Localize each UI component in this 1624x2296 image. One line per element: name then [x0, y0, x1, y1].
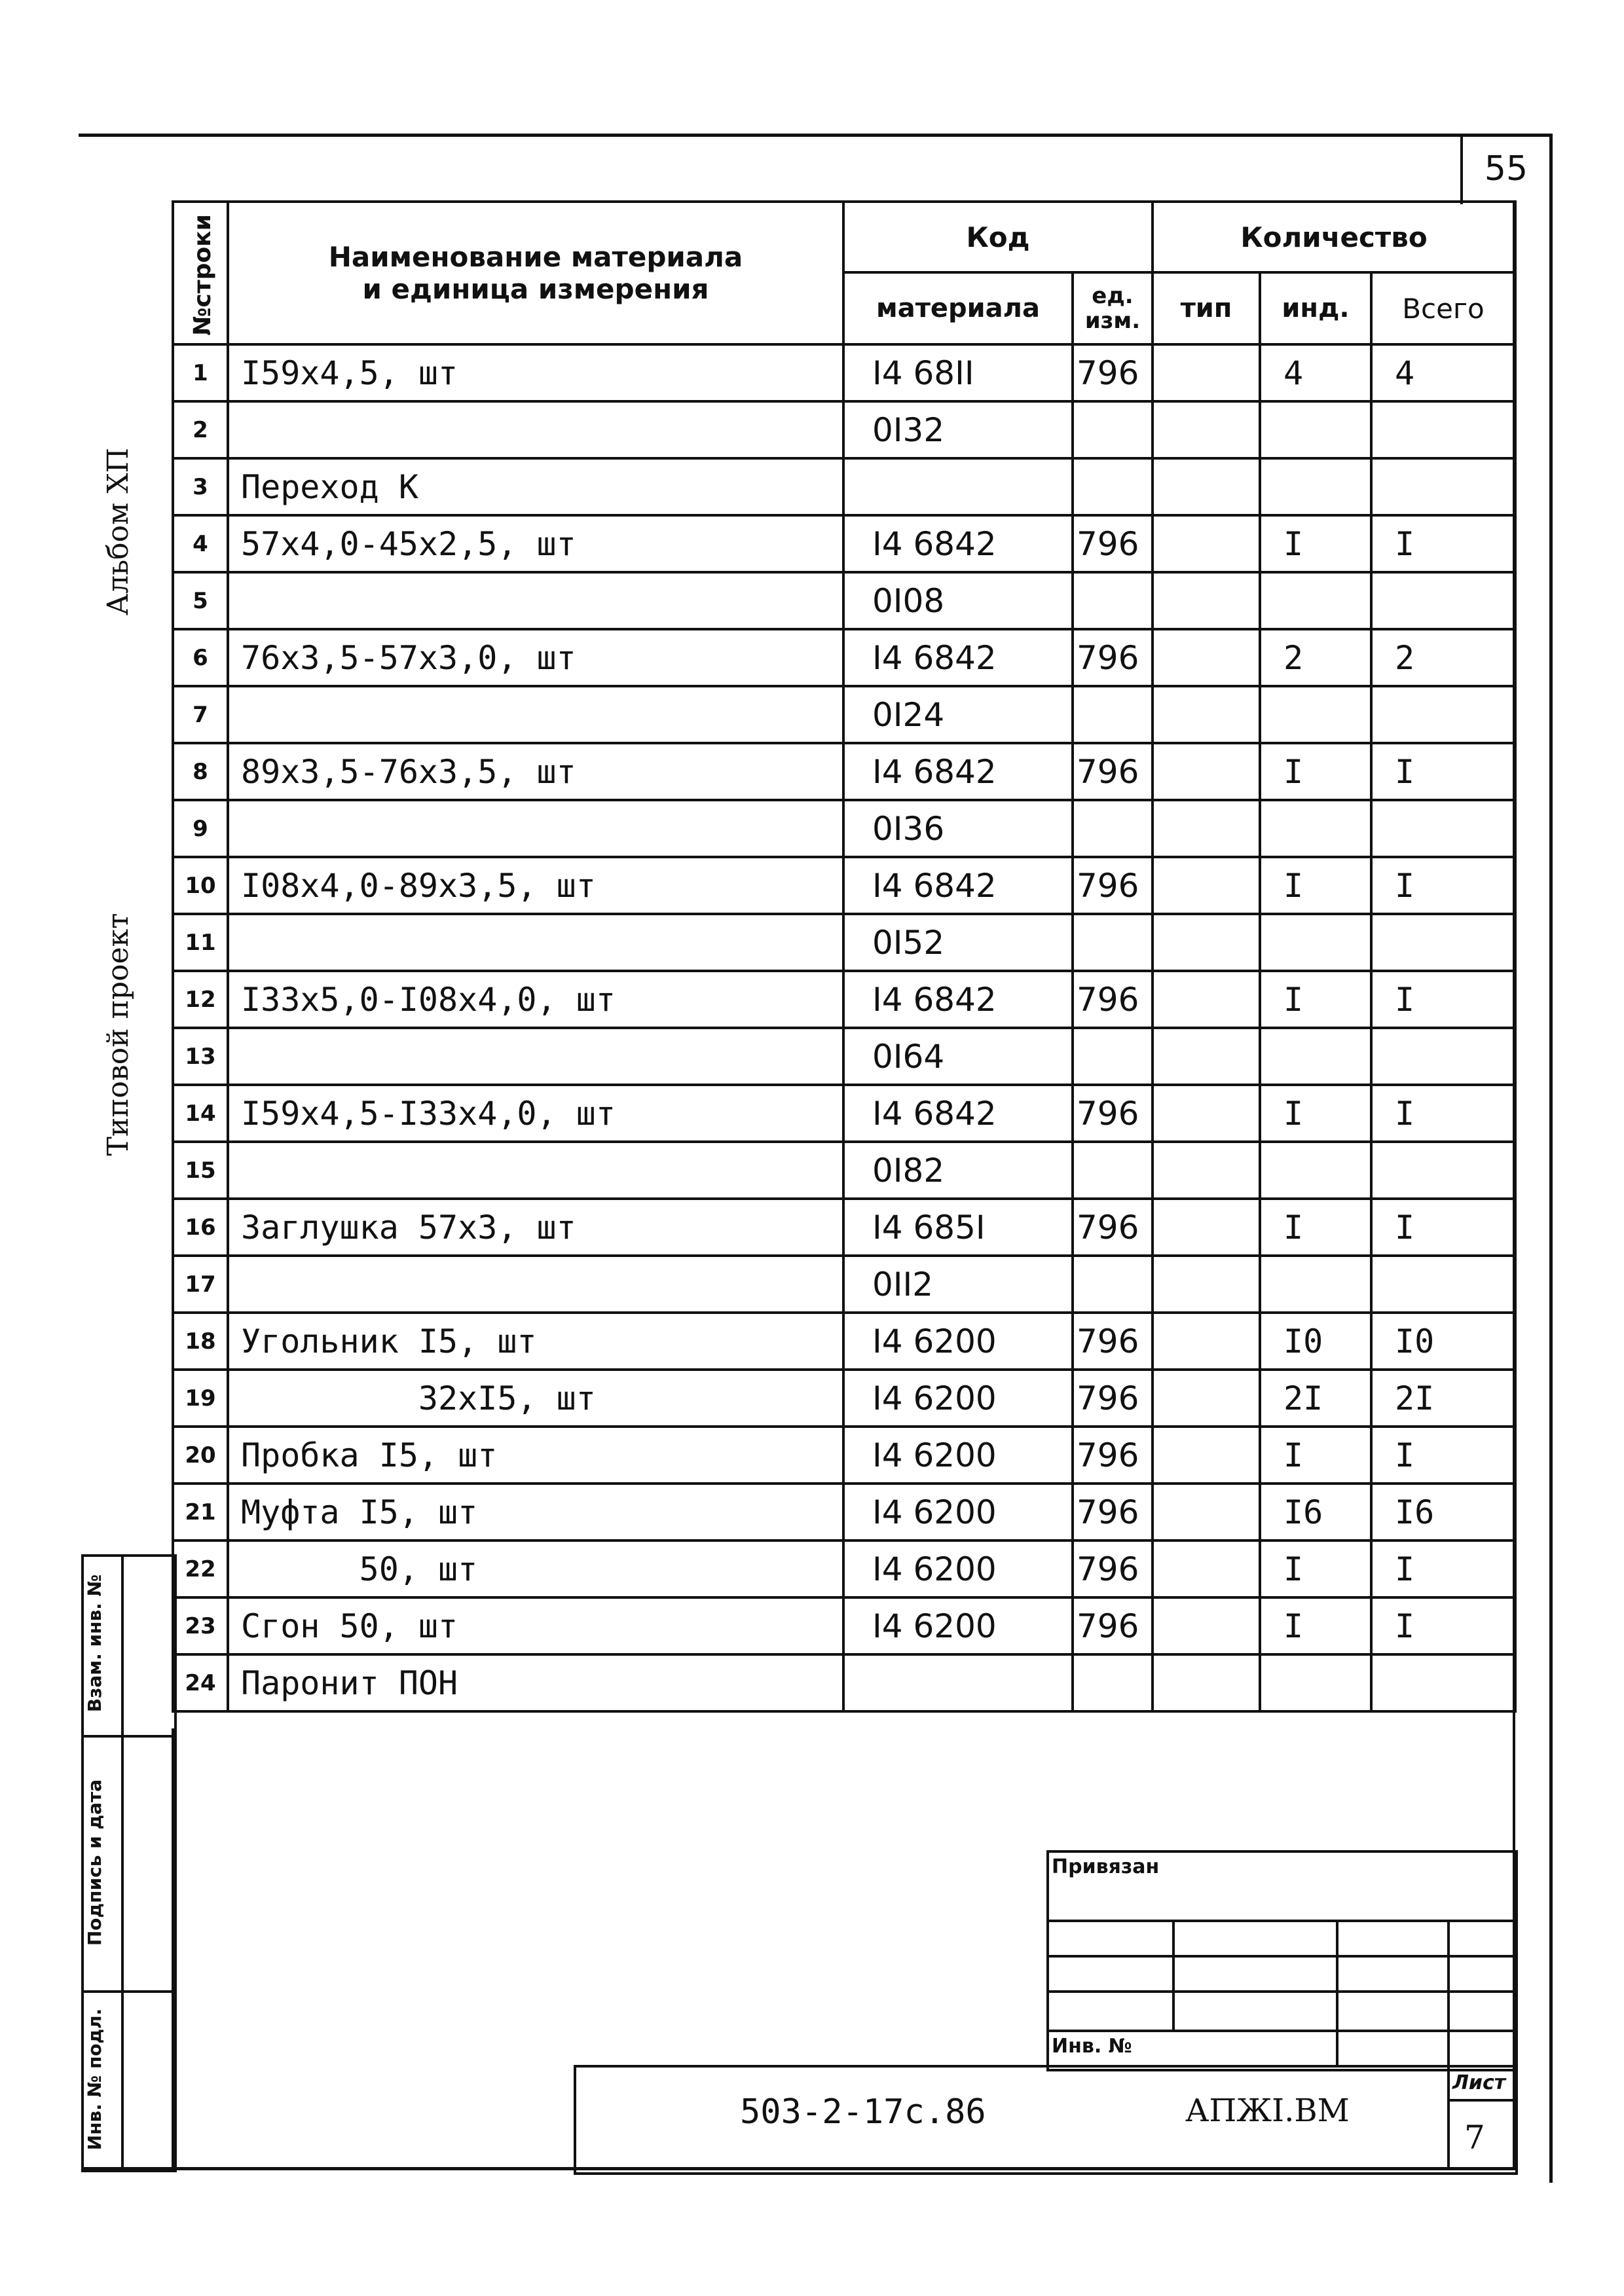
material-name-cell: [228, 1256, 843, 1313]
qty-type-cell: [1153, 1654, 1260, 1711]
unit-code-cell: [1073, 1256, 1153, 1313]
material-name-cell: I08x4,0-89x3,5, шт: [228, 857, 843, 914]
qty-ind-cell: I: [1260, 743, 1371, 800]
name-header: [228, 202, 843, 344]
qty-total-cell: 4: [1371, 344, 1515, 401]
album-label: Альбом ХП: [101, 447, 135, 616]
unit-code-cell: [1073, 1142, 1153, 1199]
code-material-header: материала: [843, 272, 1073, 344]
designation: 503-2-17с.86: [740, 2092, 986, 2132]
right-frame: [1549, 134, 1553, 2183]
unit-code-cell: 796: [1073, 743, 1153, 800]
quantity-header: Количество: [1153, 202, 1515, 272]
row-number-cell: 20: [173, 1427, 228, 1484]
material-code-cell: 0I32: [843, 401, 1073, 458]
row-number-cell: 1: [173, 344, 228, 401]
qty-type-cell: [1153, 629, 1260, 686]
qty-ind-cell: I: [1260, 1540, 1371, 1597]
qty-ind-cell: [1260, 572, 1371, 629]
material-code-cell: I4 6842: [843, 515, 1073, 572]
material-code-cell: I4 6842: [843, 629, 1073, 686]
table-row: [173, 515, 1515, 572]
code-unit-line2: изм.: [1084, 308, 1141, 334]
qty-total-cell: I: [1371, 515, 1515, 572]
qty-ind-cell: I6: [1260, 1484, 1371, 1540]
qty-ind-cell: [1260, 914, 1371, 971]
designation-block: [574, 2065, 1518, 2175]
material-name-cell: I59x4,5, шт: [228, 344, 843, 401]
material-name-cell: Сгон 50, шт: [228, 1597, 843, 1654]
material-code-cell: 0I24: [843, 686, 1073, 743]
material-name-cell: [228, 1142, 843, 1199]
table-row: [173, 629, 1515, 686]
qty-type-cell: [1153, 1540, 1260, 1597]
qty-type-cell: [1153, 1484, 1260, 1540]
side-stamp-row2: [81, 1990, 172, 1993]
qty-total-header: Всего: [1371, 272, 1515, 344]
qty-ind-cell: [1260, 686, 1371, 743]
qty-ind-cell: [1260, 458, 1371, 515]
material-code-cell: I4 6842: [843, 1085, 1073, 1142]
qty-ind-cell: [1260, 1142, 1371, 1199]
qty-total-cell: I: [1371, 857, 1515, 914]
qty-ind-cell: I: [1260, 1085, 1371, 1142]
page-number: 55: [1484, 149, 1528, 189]
qty-total-cell: I6: [1371, 1484, 1515, 1540]
material-name-cell: I33x5,0-I08x4,0, шт: [228, 971, 843, 1028]
table-row: [173, 458, 1515, 515]
qty-type-cell: [1153, 914, 1260, 971]
unit-code-cell: 796: [1073, 1597, 1153, 1654]
material-name-cell: [228, 1028, 843, 1085]
row-number-cell: 24: [173, 1654, 228, 1711]
code-unit-line1: ед.: [1092, 283, 1134, 309]
row-number-cell: 16: [173, 1199, 228, 1256]
row-number-cell: 12: [173, 971, 228, 1028]
row-number-cell: 13: [173, 1028, 228, 1085]
material-code-cell: 0I36: [843, 800, 1073, 857]
qty-type-cell: [1153, 1199, 1260, 1256]
row-number-cell: 21: [173, 1484, 228, 1540]
qty-type-cell: [1153, 1313, 1260, 1370]
table-row: [173, 1028, 1515, 1085]
qty-type-cell: [1153, 1142, 1260, 1199]
qty-total-cell: I: [1371, 1540, 1515, 1597]
qty-ind-cell: I0: [1260, 1313, 1371, 1370]
qty-ind-cell: I: [1260, 971, 1371, 1028]
qty-ind-header: инд.: [1260, 272, 1371, 344]
qty-ind-cell: I: [1260, 1427, 1371, 1484]
unit-code-cell: 796: [1073, 1199, 1153, 1256]
unit-code-cell: 796: [1073, 1540, 1153, 1597]
unit-code-cell: [1073, 1028, 1153, 1085]
material-name-cell: [228, 800, 843, 857]
qty-type-cell: [1153, 1256, 1260, 1313]
material-code-cell: 0I52: [843, 914, 1073, 971]
material-name-cell: [228, 914, 843, 971]
qty-total-cell: I: [1371, 971, 1515, 1028]
unit-code-cell: 796: [1073, 629, 1153, 686]
qty-type-cell: [1153, 458, 1260, 515]
podpis-data-label: Подпись и дата: [84, 1779, 105, 1946]
material-name-cell: Муфта I5, шт: [228, 1484, 843, 1540]
material-name-cell: [228, 686, 843, 743]
unit-code-cell: 796: [1073, 344, 1153, 401]
qty-type-cell: [1153, 515, 1260, 572]
material-name-cell: 89x3,5-76x3,5, шт: [228, 743, 843, 800]
vzam-inv-label: Взам. инв. №: [84, 1574, 105, 1713]
row-number-cell: 22: [173, 1540, 228, 1597]
qty-total-cell: [1371, 1256, 1515, 1313]
qty-total-cell: I: [1371, 1597, 1515, 1654]
name-header-line2: и единица измерения: [362, 273, 709, 305]
sheet-label: Лист: [1452, 2071, 1506, 2094]
material-code-cell: I4 6200: [843, 1597, 1073, 1654]
material-code-cell: I4 6842: [843, 857, 1073, 914]
table-row: [173, 971, 1515, 1028]
row-number-cell: 7: [173, 686, 228, 743]
material-name-cell: Переход К: [228, 458, 843, 515]
qty-type-cell: [1153, 971, 1260, 1028]
qty-type-cell: [1153, 1028, 1260, 1085]
spec-table: [172, 200, 1517, 1713]
table-row: [173, 1085, 1515, 1142]
top-border: [79, 134, 1552, 137]
qty-ind-cell: [1260, 1256, 1371, 1313]
unit-code-cell: [1073, 458, 1153, 515]
row-number-cell: 4: [173, 515, 228, 572]
qty-total-cell: [1371, 1142, 1515, 1199]
table-row: [173, 572, 1515, 629]
privyazan-v3: [1447, 1920, 1450, 2066]
qty-type-header: тип: [1153, 272, 1260, 344]
code-unit-header: [1073, 272, 1153, 344]
doc-code: АПЖI.ВМ: [1185, 2092, 1350, 2129]
qty-ind-cell: [1260, 1654, 1371, 1711]
material-code-cell: I4 6842: [843, 743, 1073, 800]
qty-type-cell: [1153, 1597, 1260, 1654]
material-code-cell: I4 685I: [843, 1199, 1073, 1256]
row-number-cell: 11: [173, 914, 228, 971]
project-label: Типовой проект: [101, 913, 135, 1156]
qty-total-cell: [1371, 1654, 1515, 1711]
privyazan-h2: [1046, 1955, 1514, 1958]
qty-total-cell: 2: [1371, 629, 1515, 686]
qty-total-cell: [1371, 401, 1515, 458]
material-code-cell: I4 6842: [843, 971, 1073, 1028]
row-number-cell: 8: [173, 743, 228, 800]
material-code-cell: 0I64: [843, 1028, 1073, 1085]
material-name-cell: [228, 572, 843, 629]
row-number-cell: 19: [173, 1370, 228, 1427]
material-code-cell: I4 6200: [843, 1313, 1073, 1370]
unit-code-cell: 796: [1073, 971, 1153, 1028]
table-row: [173, 686, 1515, 743]
qty-ind-cell: 2I: [1260, 1370, 1371, 1427]
qty-ind-cell: [1260, 1028, 1371, 1085]
row-number-cell: 15: [173, 1142, 228, 1199]
table-row: [173, 1484, 1515, 1540]
unit-code-cell: 796: [1073, 1484, 1153, 1540]
row-no-header-text: №строки: [189, 214, 216, 336]
material-name-cell: Паронит ПОН: [228, 1654, 843, 1711]
material-code-cell: 0I82: [843, 1142, 1073, 1199]
material-code-cell: [843, 1654, 1073, 1711]
qty-type-cell: [1153, 743, 1260, 800]
qty-type-cell: [1153, 686, 1260, 743]
qty-ind-cell: 4: [1260, 344, 1371, 401]
row-number-cell: 2: [173, 401, 228, 458]
material-name-cell: Угольник I5, шт: [228, 1313, 843, 1370]
material-code-cell: 0I08: [843, 572, 1073, 629]
sheet-divider-h: [1447, 2099, 1514, 2102]
row-number-cell: 18: [173, 1313, 228, 1370]
qty-ind-cell: [1260, 800, 1371, 857]
qty-type-cell: [1153, 800, 1260, 857]
qty-total-cell: [1371, 1028, 1515, 1085]
qty-total-cell: I: [1371, 1427, 1515, 1484]
inv-no-label: Инв. №: [1052, 2035, 1132, 2058]
row-number-cell: 23: [173, 1597, 228, 1654]
table-row: [173, 1427, 1515, 1484]
qty-type-cell: [1153, 1370, 1260, 1427]
privyazan-h3: [1046, 1990, 1514, 1993]
qty-total-cell: 2I: [1371, 1370, 1515, 1427]
name-header-line1: Наименование материала: [328, 241, 743, 273]
row-number-cell: 6: [173, 629, 228, 686]
row-no-header: [173, 202, 228, 344]
qty-ind-cell: I: [1260, 1597, 1371, 1654]
table-row: [173, 1370, 1515, 1427]
qty-total-cell: [1371, 458, 1515, 515]
qty-total-cell: I: [1371, 1085, 1515, 1142]
unit-code-cell: [1073, 686, 1153, 743]
qty-total-cell: [1371, 914, 1515, 971]
table-row: [173, 401, 1515, 458]
inv-podl-label: Инв. № подл.: [84, 2008, 105, 2151]
material-code-cell: [843, 458, 1073, 515]
qty-total-cell: [1371, 800, 1515, 857]
table-row: [173, 914, 1515, 971]
qty-total-cell: [1371, 572, 1515, 629]
qty-total-cell: I0: [1371, 1313, 1515, 1370]
material-code-cell: I4 6200: [843, 1540, 1073, 1597]
sheet-number: 7: [1464, 2119, 1485, 2157]
privyazan-h1: [1046, 1920, 1514, 1922]
material-code-cell: I4 6200: [843, 1370, 1073, 1427]
unit-code-cell: [1073, 572, 1153, 629]
table-row: [173, 1142, 1515, 1199]
material-name-cell: 57x4,0-45x2,5, шт: [228, 515, 843, 572]
row-number-cell: 10: [173, 857, 228, 914]
material-name-cell: 50, шт: [228, 1540, 843, 1597]
qty-type-cell: [1153, 344, 1260, 401]
qty-ind-cell: I: [1260, 857, 1371, 914]
material-name-cell: [228, 401, 843, 458]
qty-ind-cell: 2: [1260, 629, 1371, 686]
qty-total-cell: I: [1371, 1199, 1515, 1256]
table-row: [173, 1313, 1515, 1370]
table-row: [173, 1597, 1515, 1654]
unit-code-cell: [1073, 401, 1153, 458]
qty-type-cell: [1153, 1427, 1260, 1484]
qty-type-cell: [1153, 857, 1260, 914]
material-code-cell: 0II2: [843, 1256, 1073, 1313]
material-code-cell: I4 68II: [843, 344, 1073, 401]
unit-code-cell: 796: [1073, 1427, 1153, 1484]
table-row: [173, 800, 1515, 857]
table-row: [173, 1540, 1515, 1597]
code-header: Код: [843, 202, 1153, 272]
qty-ind-cell: I: [1260, 515, 1371, 572]
qty-total-cell: [1371, 686, 1515, 743]
privyazan-v1: [1172, 1920, 1175, 2031]
table-row: [173, 1654, 1515, 1711]
material-code-cell: I4 6200: [843, 1484, 1073, 1540]
qty-type-cell: [1153, 572, 1260, 629]
page-number-box-left: [1460, 134, 1463, 204]
unit-code-cell: [1073, 1654, 1153, 1711]
row-number-cell: 5: [173, 572, 228, 629]
qty-total-cell: I: [1371, 743, 1515, 800]
table-row: [173, 344, 1515, 401]
side-stamp-divider: [121, 1554, 124, 2167]
row-number-cell: 9: [173, 800, 228, 857]
unit-code-cell: 796: [1073, 1313, 1153, 1370]
side-stamp-row1: [81, 1735, 172, 1738]
qty-type-cell: [1153, 401, 1260, 458]
qty-ind-cell: [1260, 401, 1371, 458]
privyazan-v2: [1336, 1920, 1338, 2066]
unit-code-cell: 796: [1073, 1085, 1153, 1142]
material-name-cell: 32xI5, шт: [228, 1370, 843, 1427]
qty-type-cell: [1153, 1085, 1260, 1142]
row-number-cell: 3: [173, 458, 228, 515]
table-row: [173, 743, 1515, 800]
table-row: [173, 1199, 1515, 1256]
privyazan-label: Привязан: [1052, 1855, 1160, 1878]
unit-code-cell: [1073, 800, 1153, 857]
table-row: [173, 1256, 1515, 1313]
qty-ind-cell: I: [1260, 1199, 1371, 1256]
privyazan-h4: [1046, 2030, 1514, 2032]
sheet-divider-v: [1447, 2065, 1450, 2170]
material-code-cell: I4 6200: [843, 1427, 1073, 1484]
unit-code-cell: 796: [1073, 515, 1153, 572]
material-name-cell: Заглушка 57x3, шт: [228, 1199, 843, 1256]
unit-code-cell: 796: [1073, 857, 1153, 914]
unit-code-cell: 796: [1073, 1370, 1153, 1427]
material-name-cell: 76x3,5-57x3,0, шт: [228, 629, 843, 686]
unit-code-cell: [1073, 914, 1153, 971]
row-number-cell: 14: [173, 1085, 228, 1142]
table-row: [173, 857, 1515, 914]
row-number-cell: 17: [173, 1256, 228, 1313]
material-name-cell: Пробка I5, шт: [228, 1427, 843, 1484]
material-name-cell: I59x4,5-I33x4,0, шт: [228, 1085, 843, 1142]
